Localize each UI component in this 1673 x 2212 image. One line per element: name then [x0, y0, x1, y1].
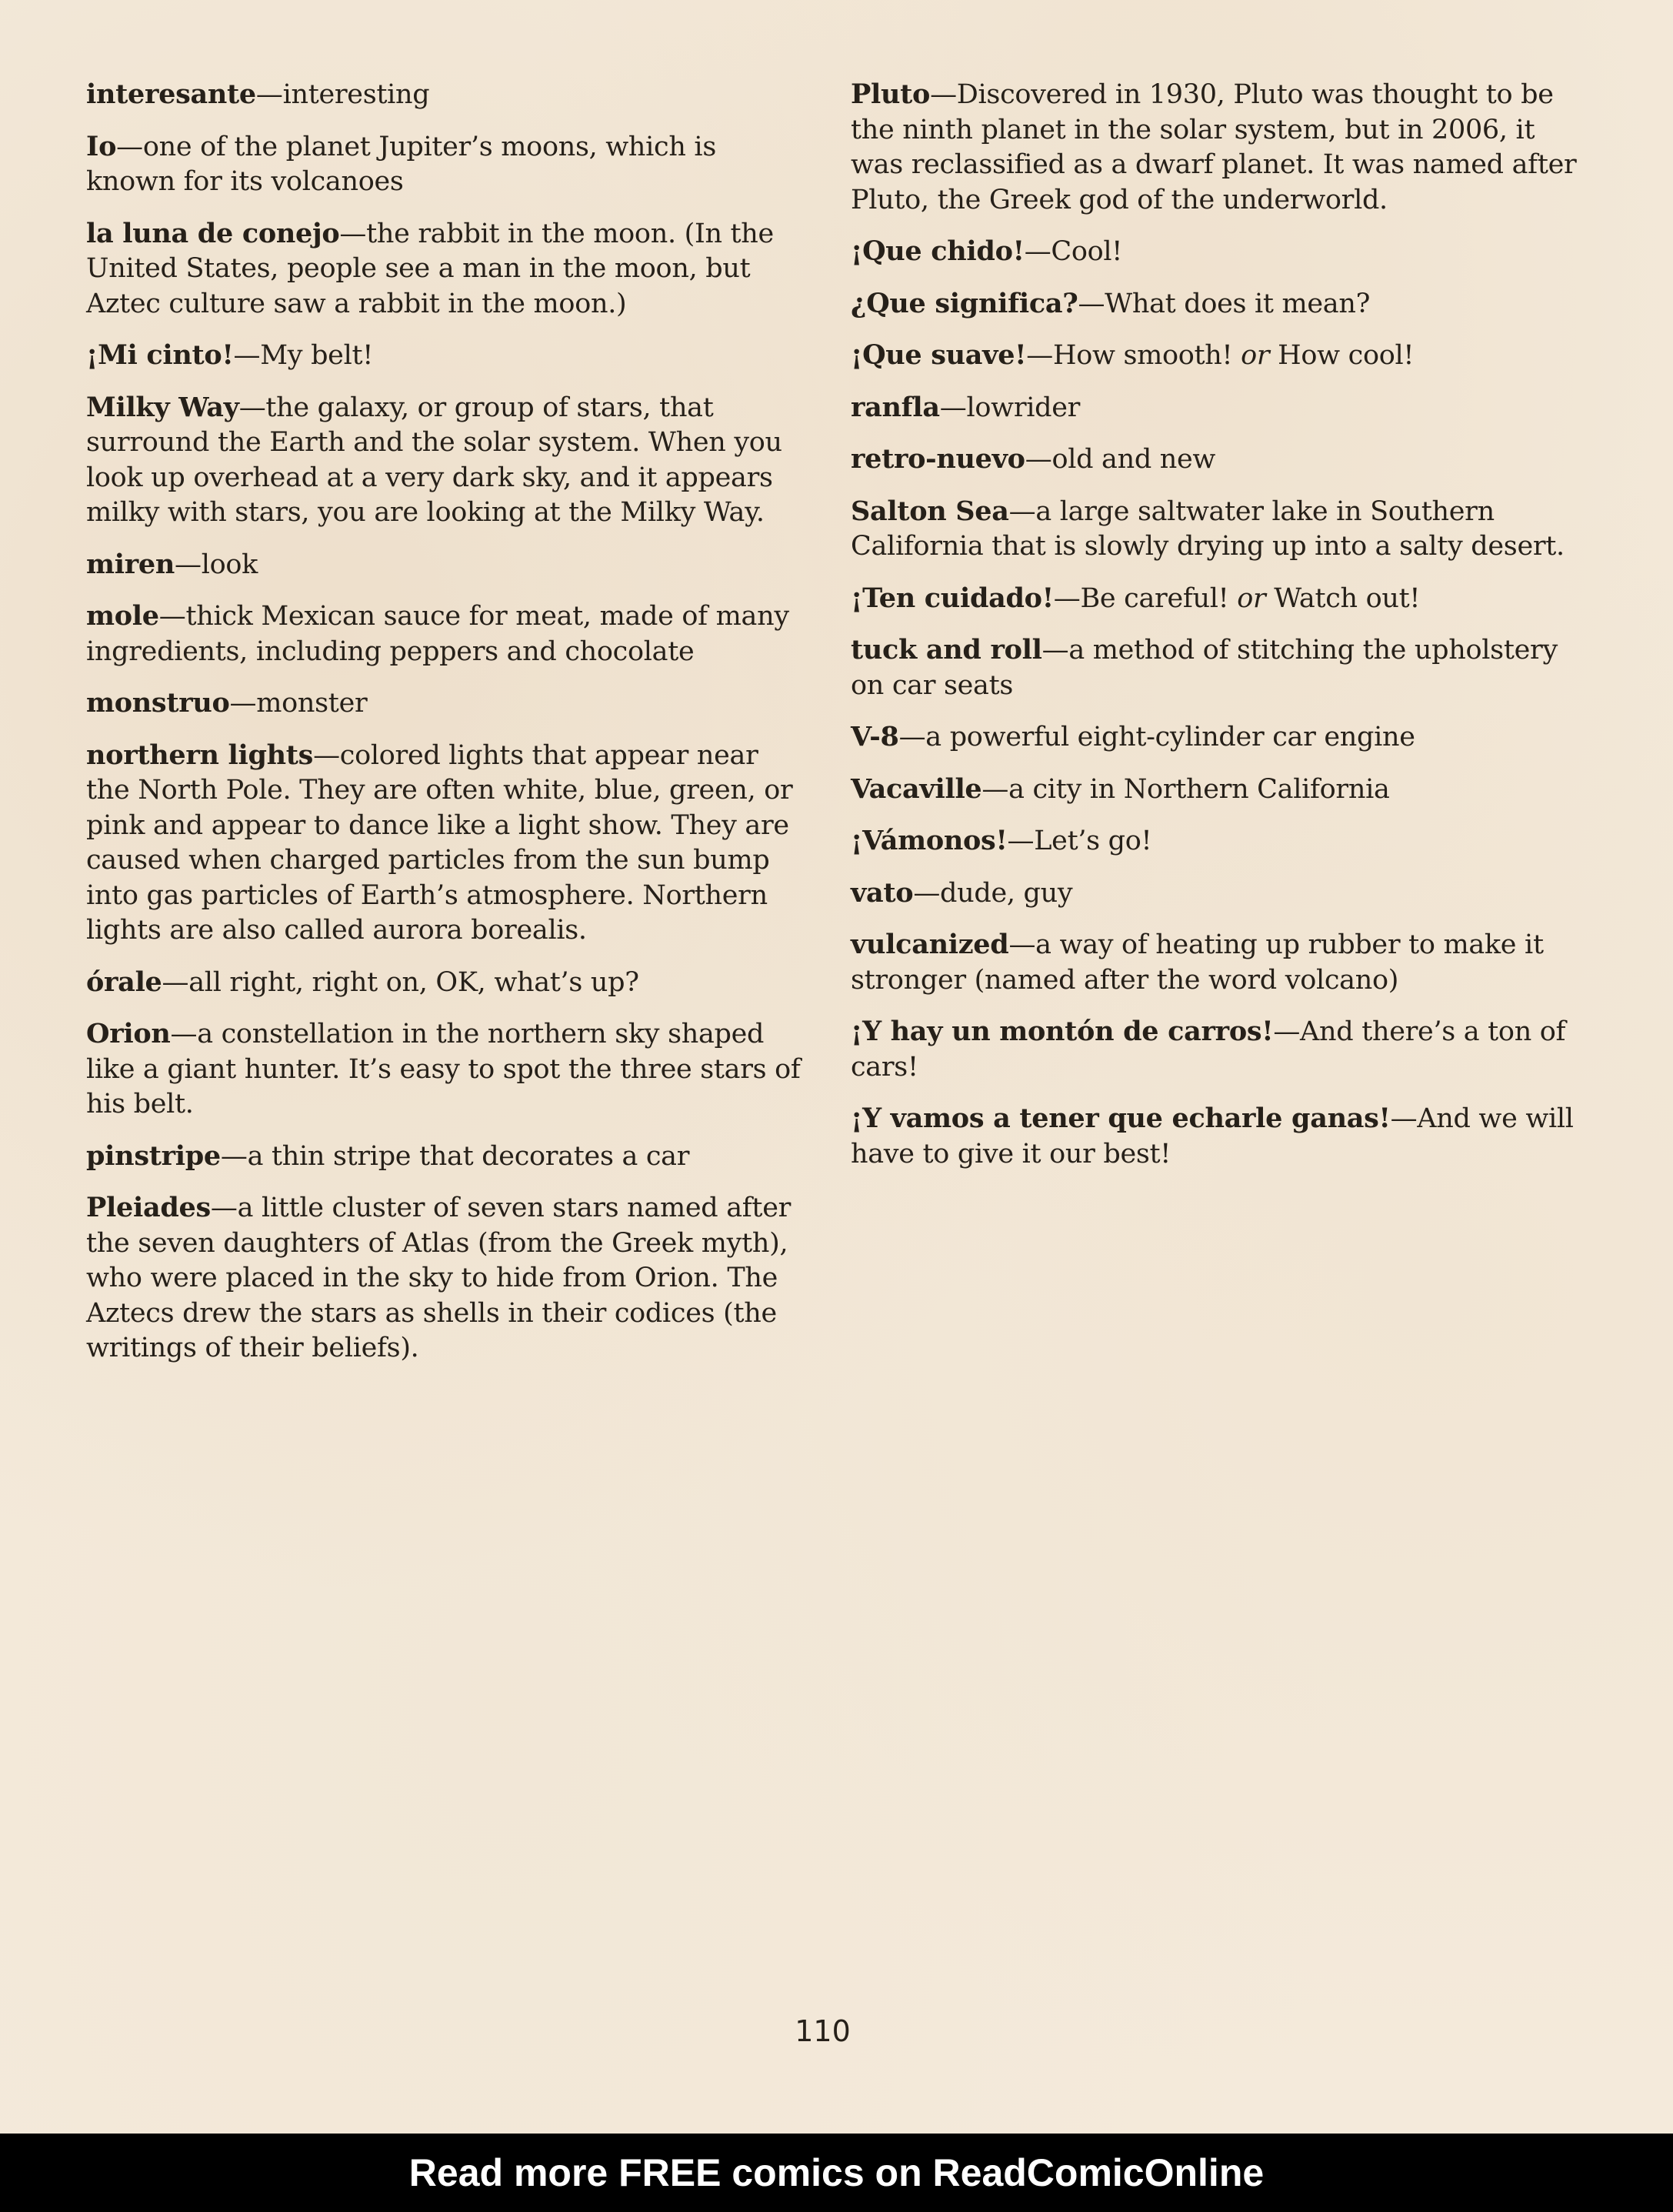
- definition-part: How smooth!: [1052, 340, 1241, 371]
- glossary-entry: [851, 338, 1578, 374]
- glossary-term: Pluto: [851, 78, 931, 110]
- glossary-definition: all right, right on, OK, what’s up?: [188, 966, 639, 998]
- glossary-definition: My belt!: [260, 340, 374, 371]
- or-italic: or: [1237, 582, 1266, 614]
- glossary-entry: [86, 1139, 802, 1175]
- glossary-entry: [86, 216, 802, 322]
- glossary-entry: [851, 927, 1578, 998]
- glossary-definition: And we will have to give it our best!: [851, 1103, 1574, 1169]
- glossary-definition: [1080, 583, 1420, 614]
- glossary-column-right: [851, 77, 1578, 1188]
- glossary-definition: old and new: [1051, 444, 1216, 475]
- glossary-term: Pleiades: [86, 1192, 211, 1223]
- dash: —: [158, 601, 186, 632]
- glossary-term: tuck and roll: [851, 634, 1042, 666]
- glossary-term: interesante: [86, 78, 256, 110]
- glossary-definition: a way of heating up rubber to make it stronger (named after the word volcano): [851, 929, 1544, 996]
- glossary-definition: the rabbit in the moon. (In the United States, people see a man in the moon, but Aztec culture saw a rabbit in the moon.): [86, 218, 774, 319]
- glossary-entry: [851, 1014, 1578, 1085]
- glossary-definition: a method of stitching the upholstery on car seats: [851, 635, 1558, 701]
- glossary-term: ¡Y vamos a tener que echarle ganas!: [851, 1103, 1391, 1134]
- glossary-entry: [86, 686, 802, 722]
- dash: —: [116, 131, 143, 162]
- dash: —: [930, 79, 957, 110]
- dash: —: [1041, 635, 1069, 666]
- dash: —: [898, 722, 926, 752]
- glossary-definition: lowrider: [966, 392, 1081, 423]
- dash: —: [339, 218, 367, 249]
- glossary-entry: [851, 390, 1578, 426]
- glossary-term: ¡Que suave!: [851, 339, 1027, 371]
- dash: —: [175, 549, 202, 580]
- dash: —: [233, 340, 261, 371]
- glossary-entry: [86, 338, 802, 374]
- glossary-definition: Let’s go!: [1034, 826, 1152, 856]
- or-italic: or: [1241, 340, 1270, 371]
- glossary-term: Milky Way: [86, 391, 239, 423]
- dash: —: [1273, 1016, 1301, 1047]
- glossary-definition: And there’s a ton of cars!: [851, 1016, 1566, 1083]
- glossary-definition: look: [201, 549, 258, 580]
- glossary-definition: a large saltwater lake in Southern California that is slowly drying up into a salty desert.: [851, 495, 1565, 562]
- glossary-definition: interesting: [282, 79, 430, 110]
- glossary-term: northern lights: [86, 739, 314, 771]
- dash: —: [1007, 826, 1035, 856]
- glossary-definition: the galaxy, or group of stars, that surround the Earth and the solar system. When you look up overhead at a very dark sky, and it appears milky with stars, you are looking at the Milky Way.: [86, 392, 782, 528]
- glossary-entry: [851, 286, 1578, 322]
- glossary-definition: a powerful eight-cylinder car engine: [925, 722, 1415, 752]
- glossary-entry: [86, 599, 802, 669]
- glossary-entry: [851, 772, 1578, 808]
- glossary-entry: [851, 823, 1578, 859]
- glossary-definition: colored lights that appear near the North Pole. They are often white, blue, green, or pink and appear to dance like a light show. They are caused when charged particles from the sun bump into gas particles of Earth’s atmosphere. Northern lights are also called aurora borealis.: [86, 739, 793, 946]
- dash: —: [162, 966, 189, 998]
- glossary-entry: [851, 234, 1578, 270]
- glossary-entry: [86, 1016, 802, 1123]
- glossary-term: V-8: [851, 721, 899, 752]
- glossary-term: Salton Sea: [851, 495, 1009, 527]
- glossary-term: vato: [851, 876, 914, 909]
- glossary-entry: [851, 581, 1578, 617]
- dash: —: [255, 79, 283, 110]
- glossary-definition: monster: [256, 688, 368, 719]
- glossary-term: ¿Que significa?: [851, 287, 1078, 319]
- glossary-entry: [86, 965, 802, 1001]
- glossary-entry: [851, 494, 1578, 565]
- glossary-entry: [86, 738, 802, 949]
- glossary-definition: one of the planet Jupiter’s moons, which is known for its volcanoes: [86, 131, 716, 197]
- glossary-entry: [86, 129, 802, 200]
- definition-part: Watch out!: [1265, 582, 1421, 614]
- dash: —: [1025, 444, 1052, 475]
- dash: —: [210, 1193, 238, 1223]
- dash: —: [220, 1140, 248, 1172]
- glossary-term: ¡Ten cuidado!: [851, 582, 1054, 614]
- glossary-term: la luna de conejo: [86, 217, 340, 249]
- glossary-entry: [851, 77, 1578, 218]
- glossary-entry: [86, 77, 802, 113]
- glossary-definition: thick Mexican sauce for meat, made of many ingredients, including peppers and chocolate: [86, 601, 789, 667]
- glossary-term: miren: [86, 548, 175, 580]
- glossary-entry: [851, 442, 1578, 478]
- glossary-term: ¡Que chido!: [851, 235, 1025, 267]
- definition-part: Be careful!: [1080, 582, 1238, 614]
- glossary-term: ¡Vámonos!: [851, 825, 1008, 856]
- glossary-definition: a thin stripe that decorates a car: [247, 1140, 690, 1172]
- dash: —: [313, 739, 340, 771]
- glossary-definition: a city in Northern California: [1008, 773, 1390, 805]
- glossary-entry: [851, 719, 1578, 756]
- dash: —: [1008, 495, 1036, 527]
- promo-banner[interactable]: Read more FREE comics on ReadComicOnline: [0, 2134, 1673, 2212]
- glossary-definition: What does it mean?: [1105, 288, 1371, 319]
- glossary-term: monstruo: [86, 687, 230, 719]
- glossary-term: Orion: [86, 1018, 171, 1049]
- glossary-entry: [851, 876, 1578, 912]
- glossary-entry: [851, 1101, 1578, 1172]
- page-number: 110: [795, 2014, 851, 2048]
- glossary-term: Vacaville: [851, 772, 982, 805]
- dash: —: [1024, 236, 1051, 267]
- dash: —: [170, 1019, 198, 1049]
- glossary-term: Io: [86, 130, 117, 162]
- glossary-term: órale: [86, 966, 162, 998]
- glossary-entry: [851, 632, 1578, 703]
- glossary-definition: a constellation in the northern sky shaped like a giant hunter. It’s easy to spot the three stars of his belt.: [86, 1019, 801, 1119]
- glossary-entry: [86, 390, 802, 531]
- glossary-definition: Discovered in 1930, Pluto was thought to be the ninth planet in the solar system, but in 2006, it was reclassified as a dwarf planet. It was named after Pluto, the Greek god of the underworld.: [851, 79, 1577, 215]
- dash: —: [1390, 1103, 1418, 1134]
- glossary-term: ¡Y hay un montón de carros!: [851, 1016, 1274, 1047]
- dash: —: [229, 688, 257, 719]
- glossary-definition: Cool!: [1051, 236, 1123, 267]
- dash: —: [1008, 929, 1036, 960]
- glossary-term: ¡Mi cinto!: [86, 339, 234, 371]
- dash: —: [913, 877, 941, 909]
- glossary-column-left: [86, 77, 802, 1383]
- definition-part: How cool!: [1269, 340, 1415, 371]
- glossary-definition: dude, guy: [940, 877, 1073, 909]
- glossary-term: pinstripe: [86, 1139, 221, 1172]
- dash: —: [939, 392, 967, 423]
- glossary-term: retro-nuevo: [851, 443, 1025, 475]
- dash: —: [1053, 582, 1081, 614]
- glossary-entry: [86, 547, 802, 583]
- glossary-entry: [86, 1190, 802, 1366]
- dash: —: [1078, 288, 1105, 319]
- glossary-term: ranfla: [851, 391, 940, 423]
- dash: —: [981, 773, 1009, 805]
- glossary-definition: [1053, 340, 1414, 371]
- glossary-term: mole: [86, 600, 159, 632]
- glossary-term: vulcanized: [851, 929, 1009, 960]
- glossary-definition: a little cluster of seven stars named after the seven daughters of Atlas (from the Greek myth), who were placed in the sky to hide from Orion. The Aztecs drew the stars as shells in their codices (the writings of their beliefs).: [86, 1193, 792, 1363]
- dash: —: [1026, 340, 1053, 371]
- dash: —: [238, 392, 266, 423]
